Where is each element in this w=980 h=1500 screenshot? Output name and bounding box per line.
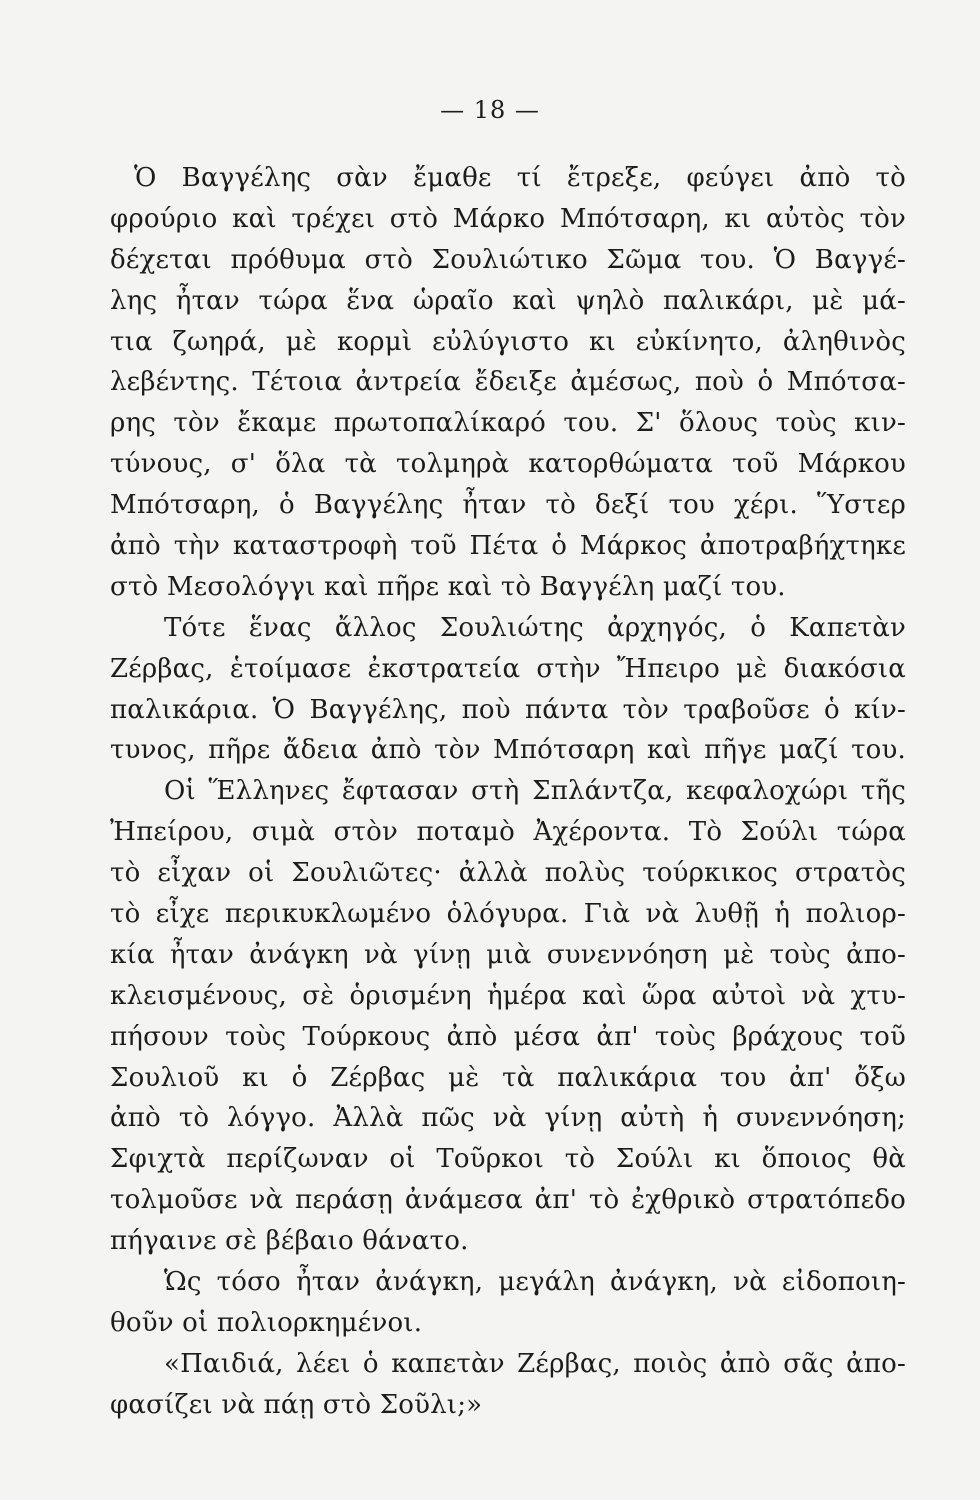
text-line: κία ἦταν ἀνάγκη νὰ γίνῃ μιὰ συνεννόηση μὲ τοὺς ἀπο- xyxy=(110,939,906,970)
text-line: ἀπὸ τὸ λόγγο. Ἀλλὰ πῶς νὰ γίνῃ αὐτὴ ἡ συνεννόηση; xyxy=(110,1103,906,1134)
page-number: — 18 — xyxy=(440,96,540,124)
text-line: «Παιδιά, λέει ὁ καπετὰν Ζέρβας, ποιὸς ἀπὸ σᾶς ἀπο- xyxy=(164,1348,906,1379)
text-line: Τότε ἕνας ἄλλος Σουλιώτης ἀρχηγός, ὁ Καπετὰν xyxy=(164,612,906,643)
text-line: Ζέρβας, ἑτοίμασε ἐκστρατεία στὴν Ἤπειρο μὲ διακόσια xyxy=(110,653,906,684)
body-text xyxy=(110,158,906,1426)
text-line: τυνος, πῆρε ἄδεια ἀπὸ τὸν Μπότσαρη καὶ πῆγε μαζί του. xyxy=(110,735,906,766)
text-line: κλεισμένους, σὲ ὁρισμένη ἡμέρα καὶ ὥρα αὐτοὶ νὰ χτυ- xyxy=(110,980,906,1011)
text-line: δέχεται πρόθυμα στὸ Σουλιώτικο Σῶμα του. Ὁ Βαγγέ- xyxy=(110,244,906,275)
text-line: Σφιχτὰ περίζωναν οἱ Τοῦρκοι τὸ Σούλι κι ὅποιος θὰ xyxy=(110,1144,906,1175)
text-line: θοῦν οἱ πολιορκημένοι. xyxy=(110,1307,423,1338)
text-line: λεβέντης. Τέτοια ἀντρεία ἔδειξε ἀμέσως, ποὺ ὁ Μπότσα- xyxy=(110,367,906,398)
text-line: λης ἦταν τώρα ἕνα ὡραῖο καὶ ψηλὸ παλικάρι, μὲ μά- xyxy=(110,285,906,316)
text-line: παλικάρια. Ὁ Βαγγέλης, ποὺ πάντα τὸν τραβοῦσε ὁ κίν- xyxy=(110,694,906,725)
text-line: φρούριο καὶ τρέχει στὸ Μάρκο Μπότσαρη, κι αὐτὸς τὸν xyxy=(110,203,906,234)
text-line: πήσουν τοὺς Τούρκους ἀπὸ μέσα ἀπ' τοὺς βράχους τοῦ xyxy=(110,1021,906,1052)
text-line: Οἱ Ἕλληνες ἔφτασαν στὴ Σπλάντζα, κεφαλοχώρι τῆς xyxy=(164,776,906,807)
text-line: Μπότσαρη, ὁ Βαγγέλης ἦταν τὸ δεξί του χέρι. Ὕστερ xyxy=(110,490,906,521)
text-line: Σουλιοῦ κι ὁ Ζέρβας μὲ τὰ παλικάρια του ἀπ' ὄξω xyxy=(110,1062,906,1093)
text-line: τύνους, σ' ὅλα τὰ τολμηρὰ κατορθώματα τοῦ Μάρκου xyxy=(110,449,906,480)
text-line: ἀπὸ τὴν καταστροφὴ τοῦ Πέτα ὁ Μάρκος ἀποτραβήχτηκε xyxy=(110,531,906,562)
text-line: τὸ εἶχαν οἱ Σουλιῶτες· ἀλλὰ πολὺς τούρκικος στρατὸς xyxy=(110,858,906,889)
text-line: Ἠπείρου, σιμὰ στὸν ποταμὸ Ἀχέροντα. Τὸ Σούλι τώρα xyxy=(110,817,906,848)
text-line: πήγαινε σὲ βέβαιο θάνατο. xyxy=(110,1226,469,1257)
text-line: ρης τὸν ἔκαμε πρωτοπαλίκαρό του. Σ' ὅλους τοὺς κιν- xyxy=(110,408,906,439)
text-line: τια ζωηρά, μὲ κορμὶ εὐλύγιστο κι εὐκίνητο, ἀληθινὸς xyxy=(110,326,906,357)
text-line: Ὡς τόσο ἦταν ἀνάγκη, μεγάλη ἀνάγκη, νὰ εἰδοποιη- xyxy=(164,1267,906,1298)
text-line: Ὁ Βαγγέλης σὰν ἔμαθε τί ἔτρεξε, φεύγει ἀπὸ τὸ xyxy=(134,163,906,193)
text-line: στὸ Μεσολόγγι καὶ πῆρε καὶ τὸ Βαγγέλη μαζί του. xyxy=(110,571,786,602)
text-line: τὸ εἶχε περικυκλωμένο ὁλόγυρα. Γιὰ νὰ λυθῇ ἡ πολιορ- xyxy=(110,899,906,930)
text-line: φασίζει νὰ πάῃ στὸ Σοῦλι;» xyxy=(110,1389,483,1420)
text-line: τολμοῦσε νὰ περάσῃ ἀνάμεσα ἀπ' τὸ ἐχθρικὸ στρατόπεδο xyxy=(110,1185,906,1216)
